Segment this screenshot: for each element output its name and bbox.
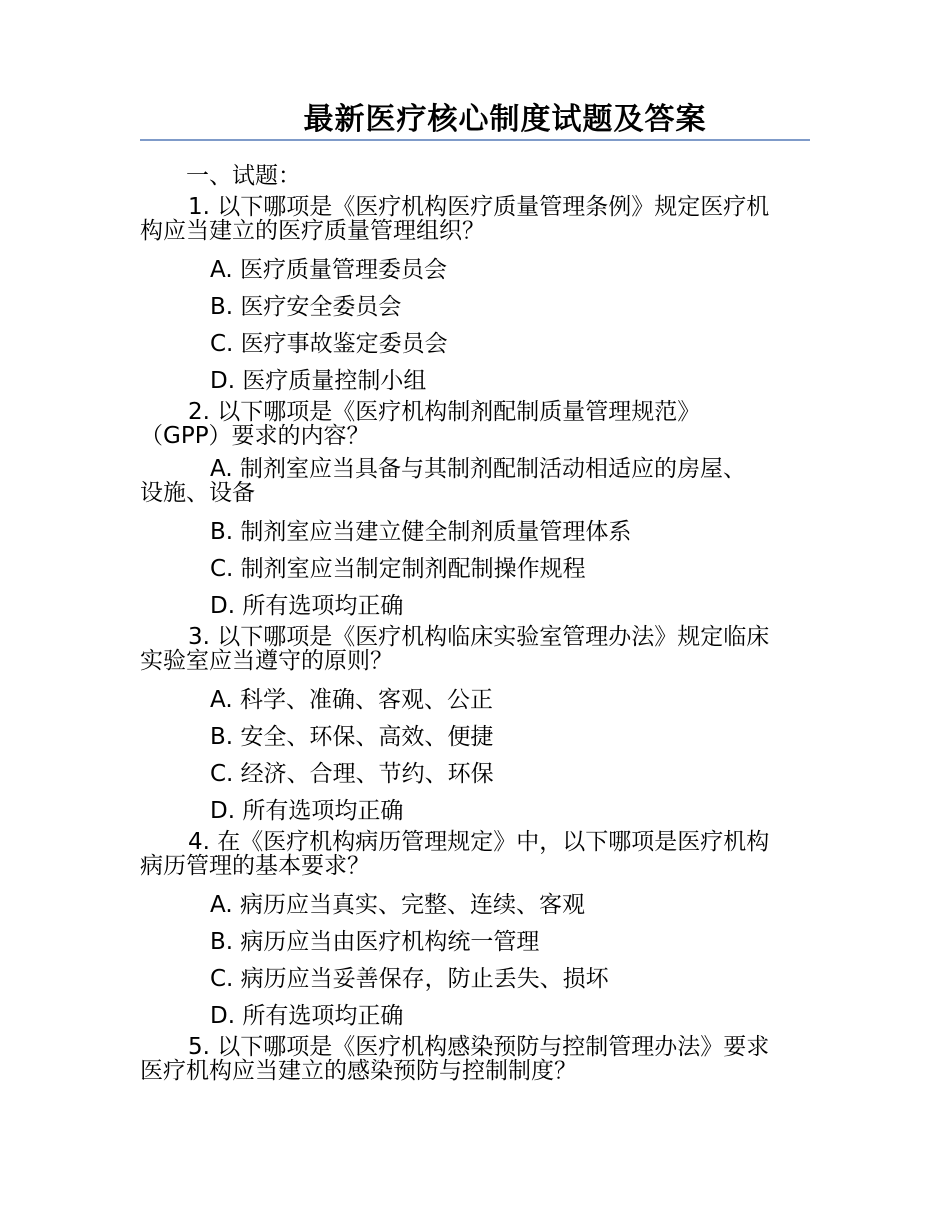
question-4 [140, 830, 812, 878]
option-text-line: A. 制剂室应当具备与其制剂配制活动相适应的房屋、 [210, 456, 746, 482]
option-a [140, 457, 812, 505]
option-b: B. 制剂室应当建立健全制剂质量管理体系 [210, 519, 632, 545]
option-a: A. 科学、准确、客观、公正 [210, 687, 493, 713]
question-text-line: 3. 以下哪项是《医疗机构临床实验室管理办法》规定临床 [188, 624, 770, 650]
section-heading: 一、试题： [186, 163, 301, 189]
option-b: B. 安全、环保、高效、便捷 [210, 724, 494, 750]
option-a: A. 病历应当真实、完整、连续、客观 [210, 892, 585, 918]
question-2 [140, 400, 812, 448]
option-d: D. 所有选项均正确 [210, 798, 404, 824]
question-5 [140, 1035, 812, 1083]
question-text-line: 5. 以下哪项是《医疗机构感染预防与控制管理办法》要求 [188, 1034, 770, 1060]
option-c: C. 医疗事故鉴定委员会 [210, 331, 448, 357]
option-d: D. 所有选项均正确 [210, 593, 404, 619]
question-3 [140, 625, 812, 673]
question-text-line: 构应当建立的医疗质量管理组织？ [140, 218, 485, 244]
question-text-line: 医疗机构应当建立的感染预防与控制制度？ [140, 1058, 577, 1084]
option-text-line: 设施、设备 [140, 480, 255, 506]
option-b: B. 病历应当由医疗机构统一管理 [210, 929, 540, 955]
option-c: C. 经济、合理、节约、环保 [210, 761, 494, 787]
question-text-line: （GPP）要求的内容？ [140, 423, 370, 449]
question-text-line: 1. 以下哪项是《医疗机构医疗质量管理条例》规定医疗机 [188, 194, 770, 220]
question-text-line: 病历管理的基本要求？ [140, 853, 370, 879]
option-c: C. 病历应当妥善保存，防止丢失、损坏 [210, 966, 609, 992]
option-b: B. 医疗安全委员会 [210, 294, 402, 320]
question-text-line: 实验室应当遵守的原则？ [140, 648, 393, 674]
document-title: 最新医疗核心制度试题及答案 [303, 102, 707, 137]
option-c: C. 制剂室应当制定制剂配制操作规程 [210, 556, 586, 582]
option-a: A. 医疗质量管理委员会 [210, 257, 447, 283]
document-body [140, 158, 812, 1092]
option-d: D. 所有选项均正确 [210, 1003, 404, 1029]
question-1 [140, 195, 812, 243]
title-underline [140, 139, 810, 141]
question-text-line: 4. 在《医疗机构病历管理规定》中，以下哪项是医疗机构 [188, 829, 770, 855]
option-d: D. 医疗质量控制小组 [210, 368, 427, 394]
question-text-line: 2. 以下哪项是《医疗机构制剂配制质量管理规范》 [188, 399, 701, 425]
